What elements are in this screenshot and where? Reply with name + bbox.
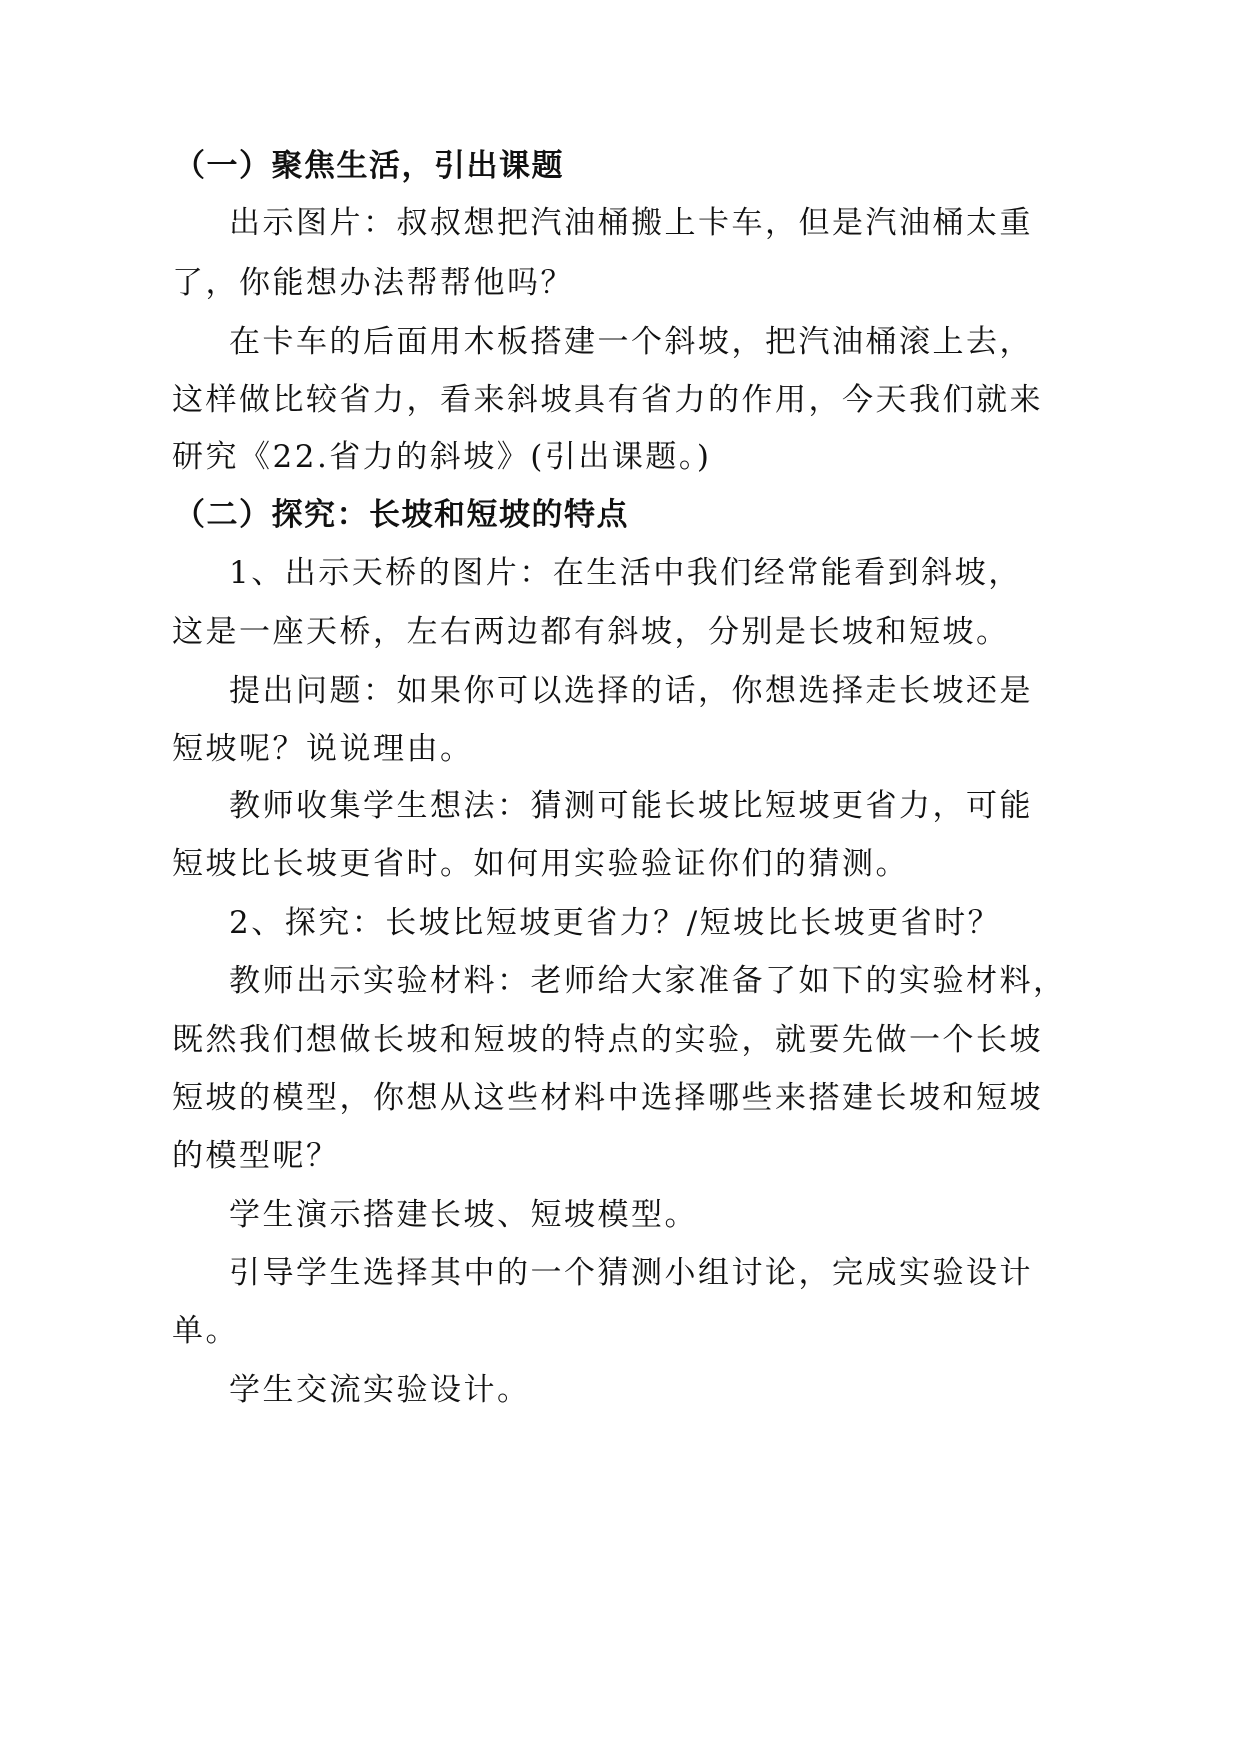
paragraph-line: 引导学生选择其中的一个猜测小组讨论，完成实验设计 (229, 1255, 1033, 1291)
paragraph-line: 2、探究：长坡比短坡更省力？/短坡比长坡更省时？ (229, 905, 1002, 941)
paragraph-line: 1、出示天桥的图片：在生活中我们经常能看到斜坡， (229, 555, 1022, 591)
paragraph-line: 这是一座天桥，左右两边都有斜坡，分别是长坡和短坡。 (172, 614, 1010, 650)
paragraph-line: 短坡比长坡更省时。如何用实验验证你们的猜测。 (172, 846, 909, 882)
paragraph-line: 短坡呢？说说理由。 (172, 731, 474, 767)
paragraph-line: 提出问题：如果你可以选择的话，你想选择走长坡还是 (229, 673, 1033, 709)
section-heading-1: （一）聚焦生活，引出课题 (174, 148, 564, 184)
paragraph-line: 在卡车的后面用木板搭建一个斜坡，把汽油桶滚上去， (229, 324, 1033, 360)
paragraph-line: 教师出示实验材料：老师给大家准备了如下的实验材料， (229, 963, 1067, 999)
paragraph-line: 学生演示搭建长坡、短坡模型。 (229, 1197, 698, 1233)
paragraph-line: 出示图片：叔叔想把汽油桶搬上卡车，但是汽油桶太重 (229, 205, 1033, 241)
paragraph-line: 单。 (172, 1313, 239, 1349)
section-heading-2: （二）探究：长坡和短坡的特点 (174, 497, 629, 533)
paragraph-line: 教师收集学生想法：猜测可能长坡比短坡更省力，可能 (229, 788, 1033, 824)
paragraph-line: 的模型呢？ (172, 1138, 340, 1174)
paragraph-line: 学生交流实验设计。 (229, 1372, 531, 1408)
paragraph-line: 短坡的模型，你想从这些材料中选择哪些来搭建长坡和短坡 (172, 1080, 1043, 1116)
paragraph-line: 既然我们想做长坡和短坡的特点的实验，就要先做一个长坡 (172, 1022, 1043, 1058)
paragraph-line: 了，你能想办法帮帮他吗？ (172, 265, 574, 301)
paragraph-line: 这样做比较省力，看来斜坡具有省力的作用，今天我们就来 (172, 382, 1043, 418)
paragraph-line: 研究《22.省力的斜坡》(引出课题。) (172, 439, 712, 475)
